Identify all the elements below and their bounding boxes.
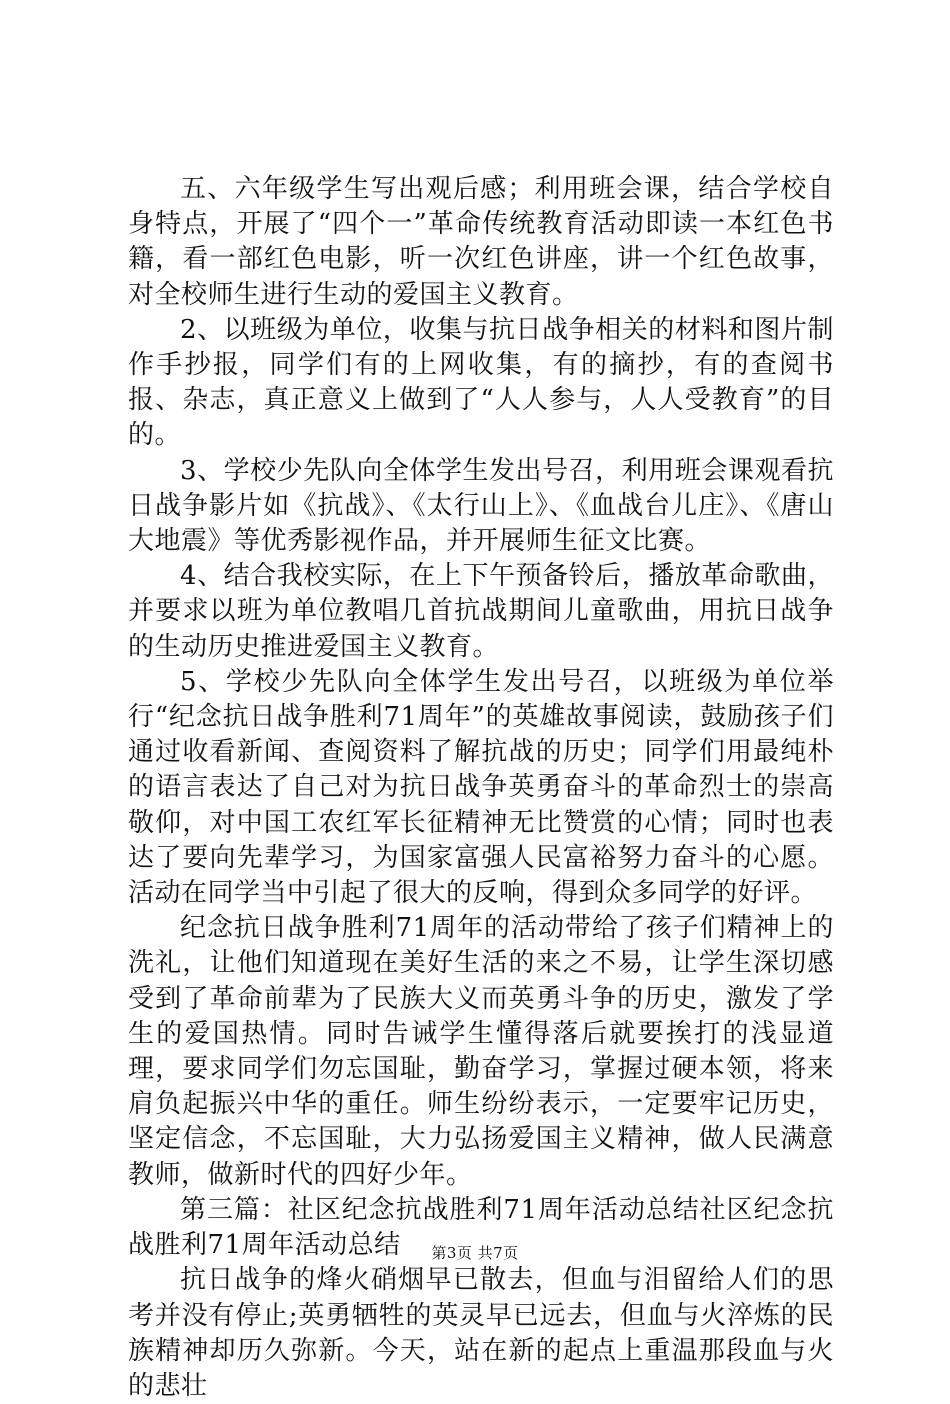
paragraph-item-4: 4、结合我校实际，在上下午预备铃后，播放革命歌曲，并要求以班为单位教唱几首抗战期间儿童歌曲，用抗日战争的生动历史推进爱国主义教育。 <box>128 561 834 662</box>
section-heading-part-three: 第三篇：社区纪念抗战胜利71周年活动总结社区纪念抗战胜利71周年活动总结 <box>128 1194 834 1261</box>
document-body <box>128 172 834 1404</box>
paragraph-grade-reflection: 五、六年级学生写出观后感；利用班会课，结合学校自身特点，开展了“四个一”革命传统教育活动即读一本红色书籍，看一部红色电影，听一次红色讲座，讲一个红色故事，对全校师生进行生动的爱国主义教育。 <box>128 174 834 310</box>
paragraph-item-2: 2、以班级为单位，收集与抗日战争相关的材料和图片制作手抄报，同学们有的上网收集，有的摘抄，有的查阅书报、杂志，真正意义上做到了“人人参与，人人受教育”的目的。 <box>128 314 834 451</box>
paragraph-summary: 纪念抗日战争胜利71周年的活动带给了孩子们精神上的洗礼，让他们知道现在美好生活的来之不易，让学生深切感受到了革命前辈为了民族大义而英勇斗争的历史，激发了学生的爱国热情。同时告诫学生懂得落后就要挨打的浅显道理，要求同学们勿忘国耻，勤奋学习，掌握过硬本领，将来肩负起振兴中华的重任。师生纷纷表示，一定要牢记历史，坚定信念，不忘国耻，大力弘扬爱国主义精神，做人民满意教师，做新时代的四好少年。 <box>128 913 834 1190</box>
paragraph-item-5: 5、学校少先队向全体学生发出号召，以班级为单位举行“纪念抗日战争胜利71周年”的英雄故事阅读，鼓励孩子们通过收看新闻、查阅资料了解抗战的历史；同学们用最纯朴的语言表达了自己对为抗日战争英勇奋斗的革命烈士的崇高敬仰，对中国工农红军长征精神无比赞赏的心情；同时也表达了要向先辈学习，为国家富强人民富裕努力奋斗的心愿。活动在同学当中引起了很大的反响，得到众多同学的好评。 <box>128 666 834 909</box>
page-number-footer: 第3页 共7页 <box>431 1244 519 1262</box>
paragraph-item-3: 3、学校少先队向全体学生发出号召，利用班会课观看抗日战争影片如《抗战》、《太行山上》、《血战台儿庄》、《唐山大地震》等优秀影视作品，并开展师生征文比赛。 <box>128 455 834 557</box>
paragraph-part-three-intro: 抗日战争的烽火硝烟早已散去，但血与泪留给人们的思考并没有停止;英勇牺牲的英灵早已远去，但血与火淬炼的民族精神却历久弥新。今天，站在新的起点上重温那段血与火的悲壮 <box>128 1265 834 1401</box>
